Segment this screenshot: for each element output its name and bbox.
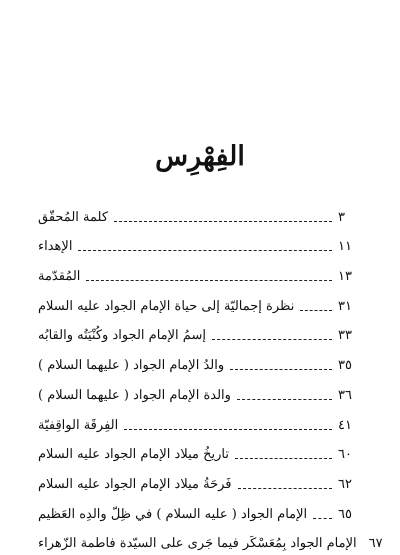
toc-entry bbox=[38, 258, 360, 288]
dotted-leader bbox=[300, 310, 332, 311]
toc-entry bbox=[38, 466, 360, 496]
toc-page-number: ٤١ bbox=[338, 417, 352, 433]
toc-entry-title: الفِرقَة الواقِفيّة bbox=[38, 417, 119, 433]
toc-entry bbox=[38, 318, 360, 348]
toc-entry bbox=[38, 526, 383, 555]
toc-entry bbox=[38, 199, 360, 229]
toc-entry-title: فَرحَةُ ميلاد الإمام الجواد عليه السلام bbox=[38, 476, 232, 492]
dotted-leader bbox=[114, 221, 332, 222]
toc-page-number: ٣ bbox=[338, 209, 345, 225]
toc-entry-title: إسمُ الإمام الجواد وكُنْيَتُه والقابُه bbox=[38, 328, 206, 344]
dotted-leader bbox=[238, 488, 333, 489]
toc-page-number: ١٣ bbox=[338, 269, 352, 285]
page-title: الفِهْرِس bbox=[155, 141, 245, 172]
toc-page-number: ٣٦ bbox=[338, 387, 352, 403]
toc-entry-title: والدة الإمام الجواد ( عليهما السلام ) bbox=[38, 387, 231, 403]
toc-page-number: ٣٣ bbox=[338, 328, 352, 344]
toc-page-number: ١١ bbox=[338, 239, 352, 255]
toc-entry bbox=[38, 347, 360, 377]
toc-entry-title: تاريخُ ميلاد الإمام الجواد عليه السلام bbox=[38, 447, 229, 463]
toc-page-number: ٦٠ bbox=[338, 447, 352, 463]
table-of-contents bbox=[38, 199, 383, 555]
toc-entry bbox=[38, 288, 360, 318]
toc-entry bbox=[38, 229, 360, 259]
toc-entry bbox=[38, 496, 360, 526]
toc-entry bbox=[38, 377, 360, 407]
toc-entry-title: نظرة إجماليّة إلى حياة الإمام الجواد عليه السلام bbox=[38, 298, 295, 314]
dotted-leader bbox=[124, 429, 332, 430]
toc-page-number: ٦٢ bbox=[338, 476, 352, 492]
dotted-leader bbox=[78, 250, 332, 251]
toc-entry bbox=[38, 437, 360, 467]
dotted-leader bbox=[212, 339, 332, 340]
toc-entry-title: الإهداء bbox=[38, 239, 73, 255]
toc-entry-title: الإمام الجواد ( عليه السلام ) في ظِلّ والدِه العَظيم bbox=[38, 506, 308, 522]
toc-entry-title: كلمة المُحقّق bbox=[38, 209, 109, 225]
toc-entry-title: المُقدّمة bbox=[38, 269, 81, 285]
dotted-leader bbox=[235, 458, 332, 459]
dotted-leader bbox=[237, 399, 332, 400]
dotted-leader bbox=[86, 280, 332, 281]
toc-page-number: ٦٥ bbox=[338, 506, 352, 522]
toc-page-number: ٦٧ bbox=[368, 536, 383, 552]
toc-entry-title: والدُ الإمام الجواد ( عليهما السلام ) bbox=[38, 358, 225, 374]
dotted-leader bbox=[313, 518, 332, 519]
toc-entry bbox=[38, 407, 360, 437]
dotted-leader bbox=[230, 369, 332, 370]
toc-entry-title: الإمام الجواد بِمُعَسْكَر فيما جَرى على السيّدة فاطمة الزّهراء bbox=[38, 536, 357, 552]
toc-page-number: ٣٥ bbox=[338, 358, 352, 374]
toc-page-number: ٣١ bbox=[338, 298, 352, 314]
